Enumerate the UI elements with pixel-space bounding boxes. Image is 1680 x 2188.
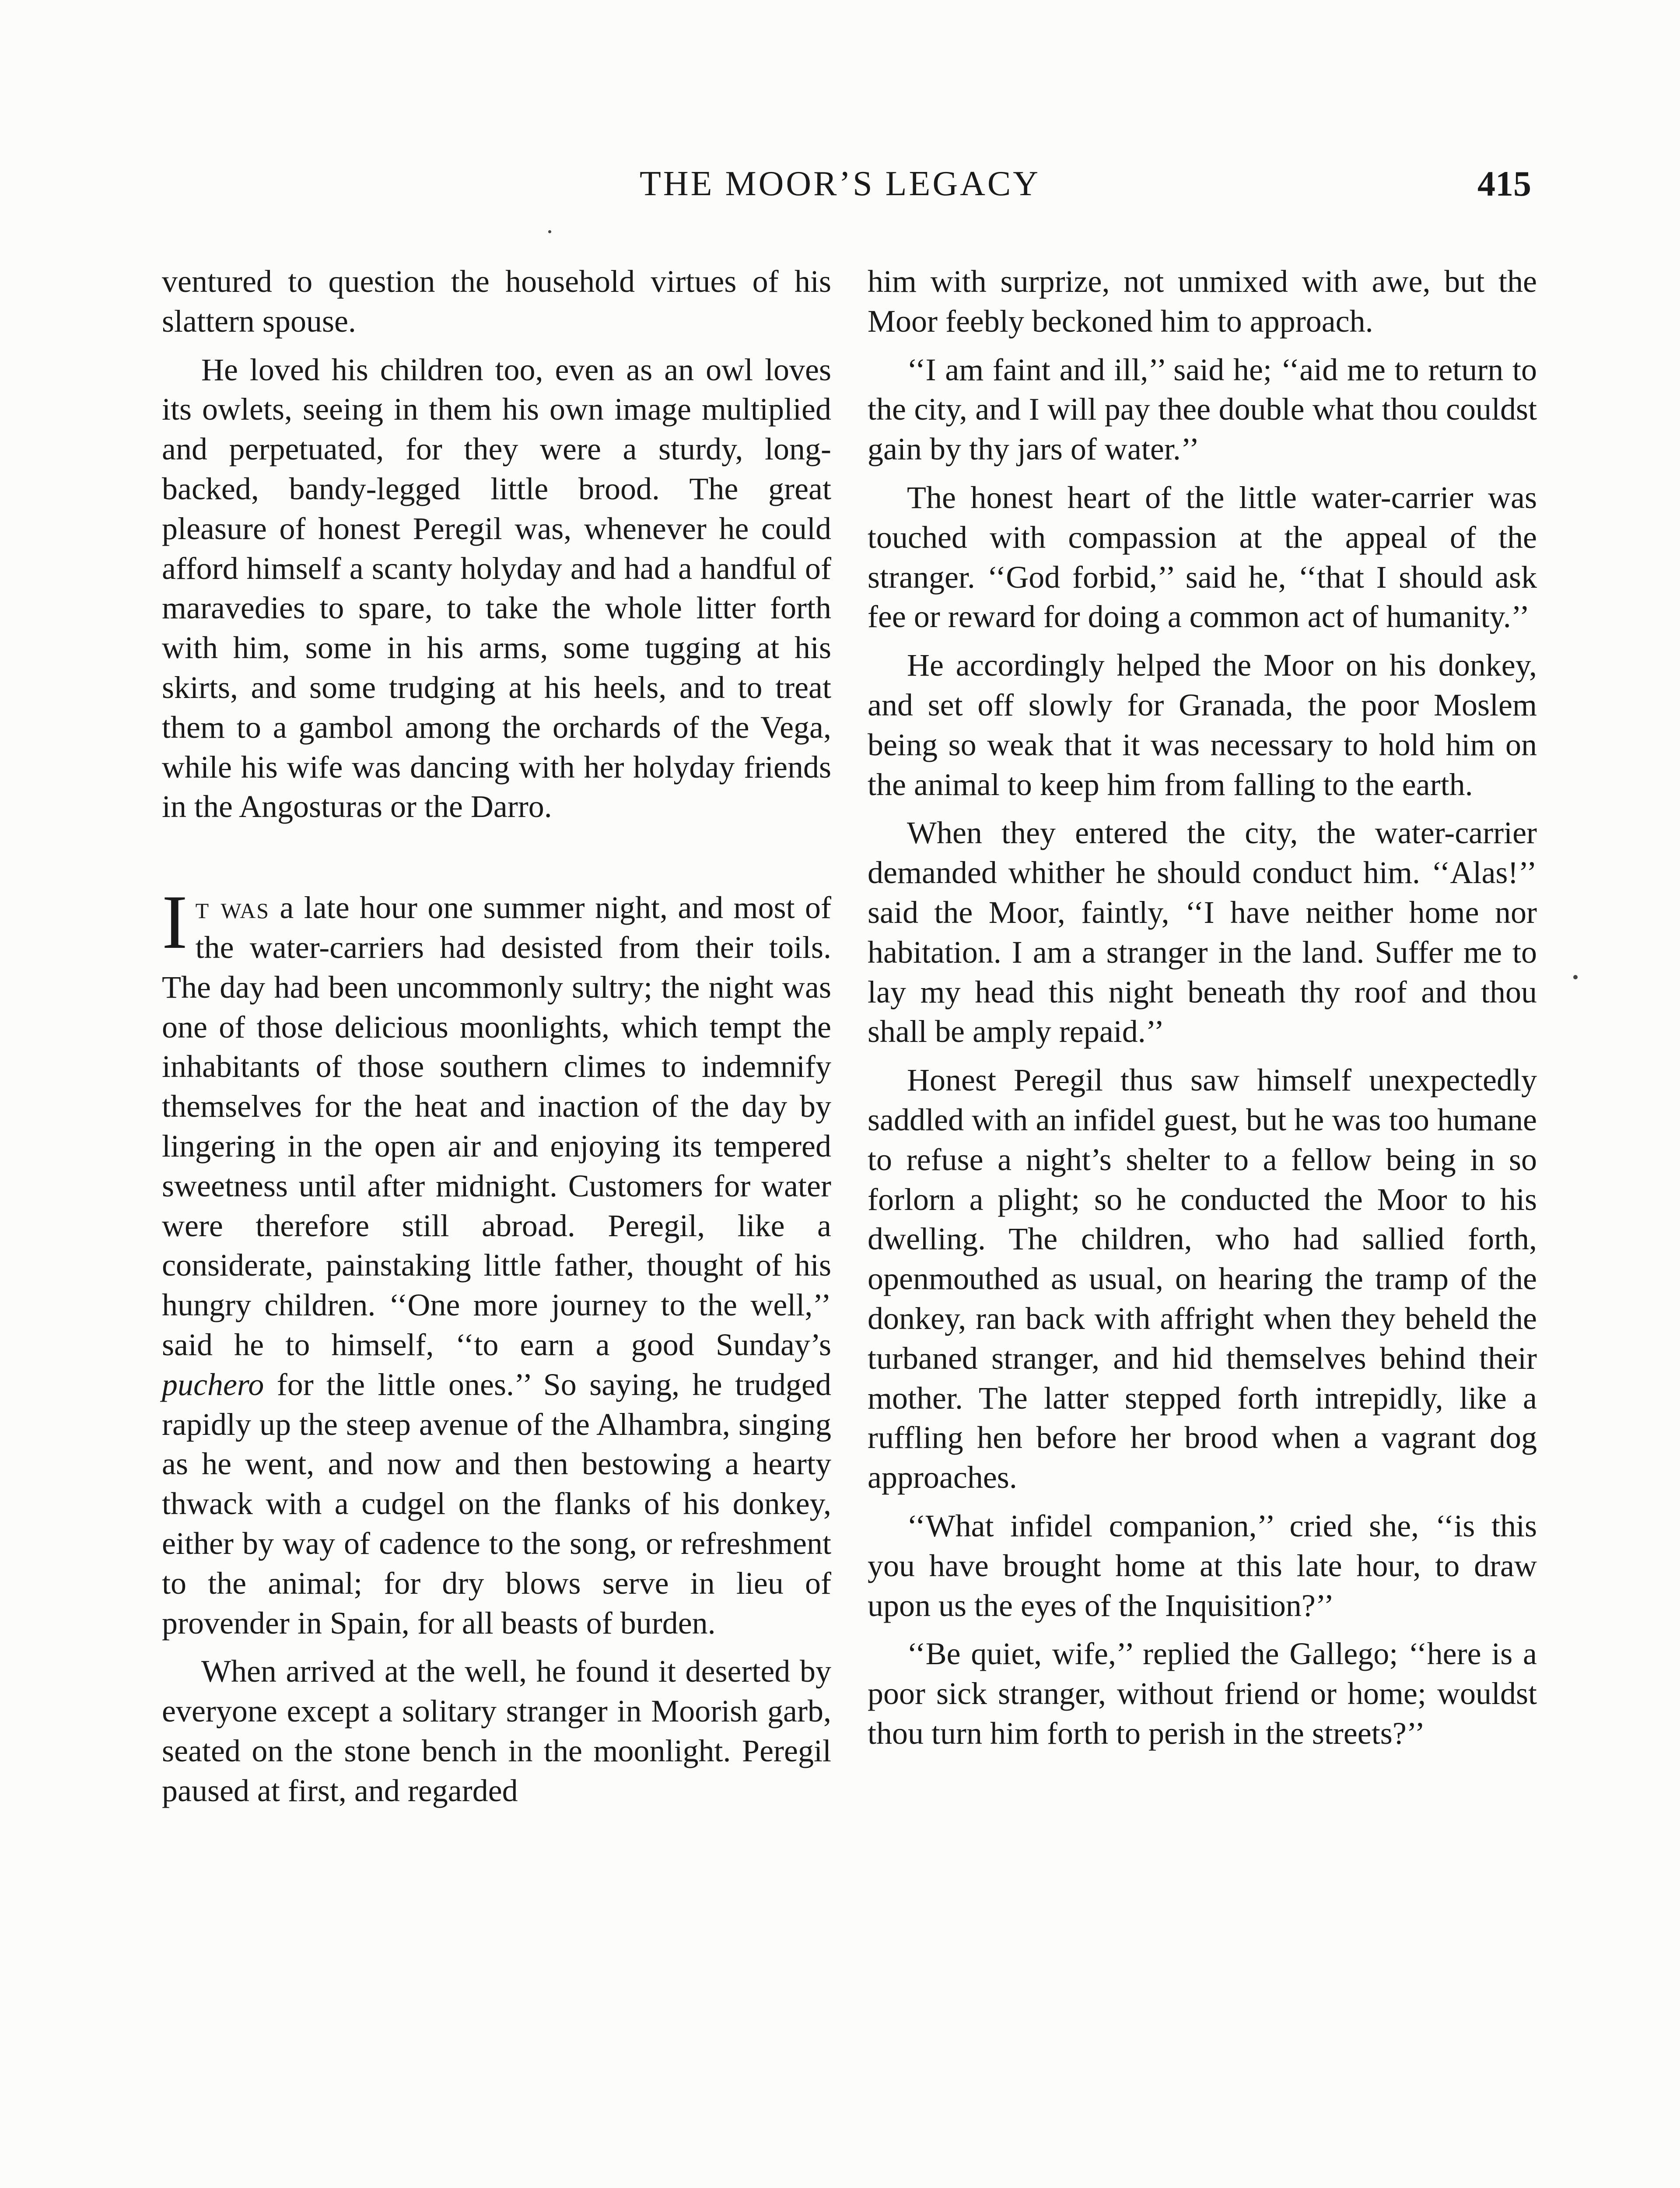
page-number: 415	[1477, 164, 1531, 203]
paragraph: ventured to question the household virtues of his slattern spouse.	[162, 264, 831, 339]
paragraph-text: for the little ones.’’ So saying, he trudged rapidly up the steep avenue of the Alhambra, singing as he went, and now and then bestowing a hearty thwack with a cudgel on the flanks of his donkey, either by way of cadence to the song, or refreshment to the animal; for dry blows serve in lieu of provender in Spain, for all beasts of burden.	[162, 1367, 831, 1641]
paragraph-text: a late hour one summer night, and most of the water-carriers had desisted from their toils. The day had been uncommonly sultry; the night was one of those delicious moonlights, which tempt the inhabitants of those southern climes to indemnify themselves for the heat and inaction of the day by lingering in the open air and enjoying its tempered sweetness until after midnight. Customers for water were therefore still abroad. Peregil, like a considerate, painstaking little father, thought of his hungry children. ‘‘One more journey to the well,’’ said he to himself, ‘‘to earn a good Sunday’s	[162, 890, 831, 1362]
left-text-column	[162, 262, 831, 1810]
right-text-column	[868, 262, 1537, 1753]
print-speck	[548, 230, 551, 233]
print-speck	[1573, 975, 1578, 979]
paragraph: Honest Peregil thus saw himself unexpectedly saddled with an infidel guest, but he was too humane to refuse a night’s shelter to a fellow being in so forlorn a plight; so he conducted the Moor to his dwelling. The children, who had sallied forth, openmouthed as usual, on hearing the tramp of the donkey, ran back with affright when they beheld the turbaned stranger, and hid themselves behind their mother. The latter stepped forth intrepidly, like a ruffling hen before her brood when a vagrant dog approaches.	[868, 1062, 1537, 1495]
paragraph: ‘‘I am faint and ill,’’ said he; ‘‘aid me to return to the city, and I will pay thee double what thou couldst gain by thy jars of water.’’	[868, 352, 1537, 467]
paragraph-dropcap	[162, 880, 831, 1643]
running-title: THE MOOR’S LEGACY	[639, 165, 1041, 203]
paragraph: He loved his children too, even as an owl loves its owlets, seeing in them his own image multiplied and perpetuated, for they were a sturdy, long-backed, bandy-legged little brood. The great pleasure of honest Peregil was, whenever he could afford himself a scanty holyday and had a handful of maravedies to spare, to take the whole litter forth with him, some in his arms, some tugging at his skirts, and some trudging at his heels, and to treat them to a gambol among the orchards of the Vega, while his wife was dancing with her holyday friends in the Angosturas or the Darro.	[162, 352, 831, 824]
paragraph: When they entered the city, the water-carrier demanded whither he should conduct him. ‘‘Alas!’’ said the Moor, faintly, ‘‘I have neither home nor habitation. I am a stranger in the land. Suffer me to lay my head this night beneath thy roof and thou shall be amply repaid.’’	[868, 815, 1537, 1049]
paragraph: He accordingly helped the Moor on his donkey, and set off slowly for Granada, the poor Moslem being so weak that it was necessary to hold him on the animal to keep him from falling to the earth.	[868, 648, 1537, 802]
page-header	[0, 158, 1680, 219]
italic-word: puchero	[162, 1367, 264, 1402]
paragraph: ‘‘Be quiet, wife,’’ replied the Gallego; ‘‘here is a poor sick stranger, without friend or home; wouldst thou turn him forth to perish in the streets?’’	[868, 1636, 1537, 1751]
small-caps-lead: t was	[195, 890, 270, 926]
drop-cap: I	[162, 880, 188, 965]
paragraph: The honest heart of the little water-carrier was touched with compassion at the appeal of the stranger. ‘‘God forbid,’’ said he, ‘‘that I should ask fee or reward for doing a common act of humanity.’’	[868, 480, 1537, 635]
paragraph: him with surprize, not unmixed with awe, but the Moor feebly beckoned him to approach.	[868, 264, 1537, 339]
paragraph: ‘‘What infidel companion,’’ cried she, ‘‘is this you have brought home at this late hour, to draw upon us the eyes of the Inquisition?’’	[868, 1508, 1537, 1623]
paragraph: When arrived at the well, he found it deserted by everyone except a solitary stranger in Moorish garb, seated on the stone bench in the moonlight. Peregil paused at first, and regarded	[162, 1654, 831, 1808]
section-break	[162, 827, 831, 888]
